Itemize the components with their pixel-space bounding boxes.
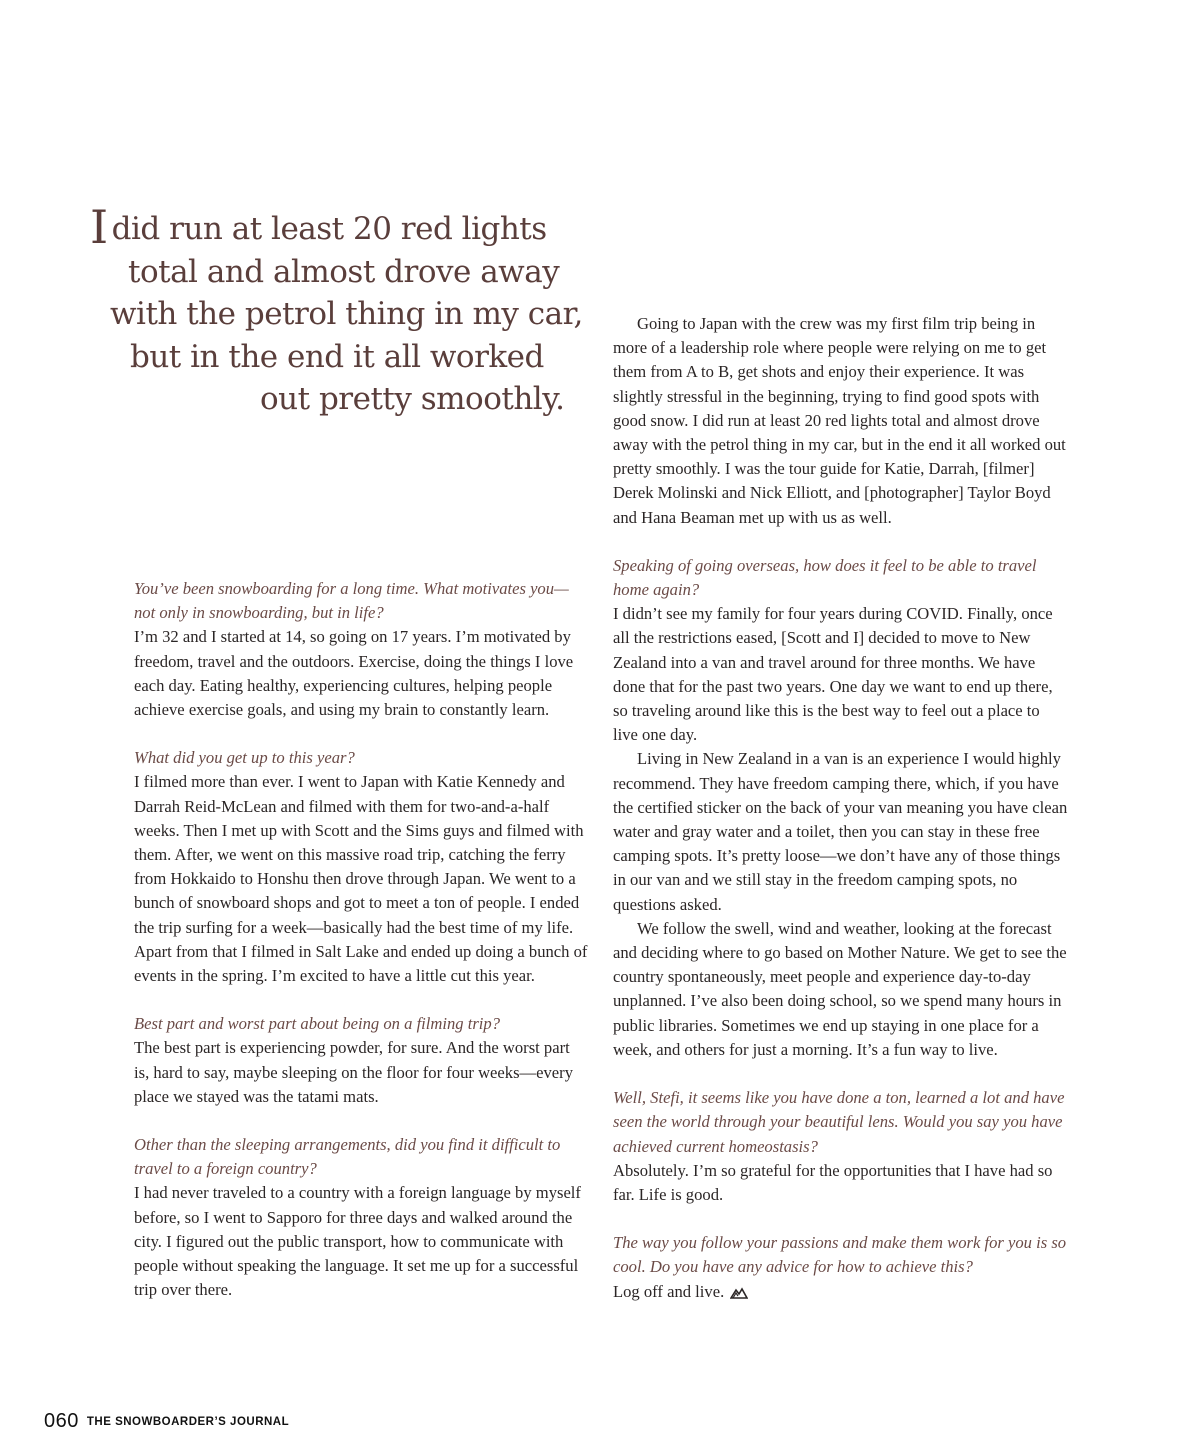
pull-quote-mark: I <box>90 200 108 254</box>
pull-quote <box>90 200 583 421</box>
magazine-title: THE SNOWBOARDER’S JOURNAL <box>86 1416 290 1428</box>
mountain-icon <box>730 1282 748 1294</box>
page-number: 060 <box>44 1410 79 1432</box>
closing-answer: Log off and live. <box>613 1281 725 1301</box>
answer: We follow the swell, wind and weather, looking at the forecast and deciding where to go based on Mother Nature. We get to see the country spontaneously, meet people and experience day-to-day unplanned. I’ve also been doing school, so we spend many hours in public libraries. Sometimes we end up staying in one place for a week, and others for just a morning. It’s a fun way to live. <box>613 918 1067 1059</box>
answer: I didn’t see my family for four years during COVID. Finally, once all the restrictions eased, [Scott and I] decided to move to New Zealand into a van and travel around for three months. We have done that for the past two years. One day we want to end up there, so traveling around like this is the best way to feel out a place to live one day. <box>613 604 1053 745</box>
answer: Living in New Zealand in a van is an experience I would highly recommend. They have freedom camping there, which, if you have the certified sticker on the back of your van meaning you have clean water and gray water and a toilet, then you can stay in these free camping spots. It’s pretty loose—we don’t have any of those things in our van and we still stay in the freedom camping spots, no questions asked. <box>613 749 1068 914</box>
right-column <box>613 312 1068 1304</box>
left-column <box>134 577 589 1302</box>
answer: I had never traveled to a country with a foreign language by myself before, so I went to Sapporo for three days and walked around the city. I figured out the public transport, how to communicate with people without speaking the language. It set me up for a successful trip over there. <box>134 1183 581 1300</box>
question: What did you get up to this year? <box>134 748 355 768</box>
pull-quote-line-3: with the petrol thing in my car, <box>110 296 583 332</box>
question: Speaking of going overseas, how does it feel to be able to travel home again? <box>613 555 1037 600</box>
question: You’ve been snowboarding for a long time. What motivates you—not only in snowboarding, but in life? <box>134 579 569 623</box>
question: The way you follow your passions and make them work for you is so cool. Do you have any advice for how to achieve this? <box>613 1233 1067 1277</box>
pull-quote-line-4: but in the end it all worked <box>130 338 544 375</box>
page-footer <box>44 1410 289 1433</box>
pull-quote-line-2: total and almost drove away <box>128 253 560 290</box>
question: Best part and worst part about being on a filming trip? <box>134 1014 501 1034</box>
question: Well, Stefi, it seems like you have done a ton, learned a lot and have seen the world through your beautiful lens. Would you say you have achieved current homeostasis? <box>613 1088 1065 1156</box>
pull-quote-line-1: I did run at least 20 red lights <box>90 200 547 254</box>
answer: I filmed more than ever. I went to Japan with Katie Kennedy and Darrah Reid-McLean and filmed with them for two-and-a-half weeks. Then I met up with Scott and the Sims guys and filmed with them. After, we went on this massive road trip, catching the ferry from Hokkaido to Honshu then drove through Japan. We went to a bunch of snowboard shops and got to meet a ton of people. I ended the trip surfing for a week—basically had the best time of my life. Apart from that I filmed in Salt Lake and ended up doing a bunch of events in the spring. I’m excited to have a little cut this year. <box>134 772 588 986</box>
answer: Absolutely. I’m so grateful for the opportunities that I have had so far. Life is good. <box>613 1160 1053 1204</box>
pull-quote-line-5: out pretty smoothly. <box>260 381 565 417</box>
answer: I’m 32 and I started at 14, so going on 17 years. I’m motivated by freedom, travel and the outdoors. Exercise, doing the things I love each day. Eating healthy, experiencing cultures, helping people achieve exercise goals, and using my brain to constantly learn. <box>134 627 574 720</box>
answer <box>613 1280 1068 1304</box>
question: Other than the sleeping arrangements, did you find it difficult to travel to a foreign country? <box>134 1135 561 1179</box>
intro-paragraph: Going to Japan with the crew was my first film trip being in more of a leadership role where people were relying on me to get them from A to B, get shots and enjoy their experience. It was slightly stressful in the beginning, trying to find good spots with good snow. I did run at least 20 red lights total and almost drove away with the petrol thing in my car, but in the end it all worked out pretty smoothly. I was the tour guide for Katie, Darrah, [filmer] Derek Molinski and Nick Elliott, and [photographer] Taylor Boyd and Hana Beaman met up with us as well. <box>613 314 1066 527</box>
answer: The best part is experiencing powder, for sure. And the worst part is, hard to say, maybe sleeping on the floor for four weeks—every place we stayed was the tatami mats. <box>134 1038 573 1106</box>
